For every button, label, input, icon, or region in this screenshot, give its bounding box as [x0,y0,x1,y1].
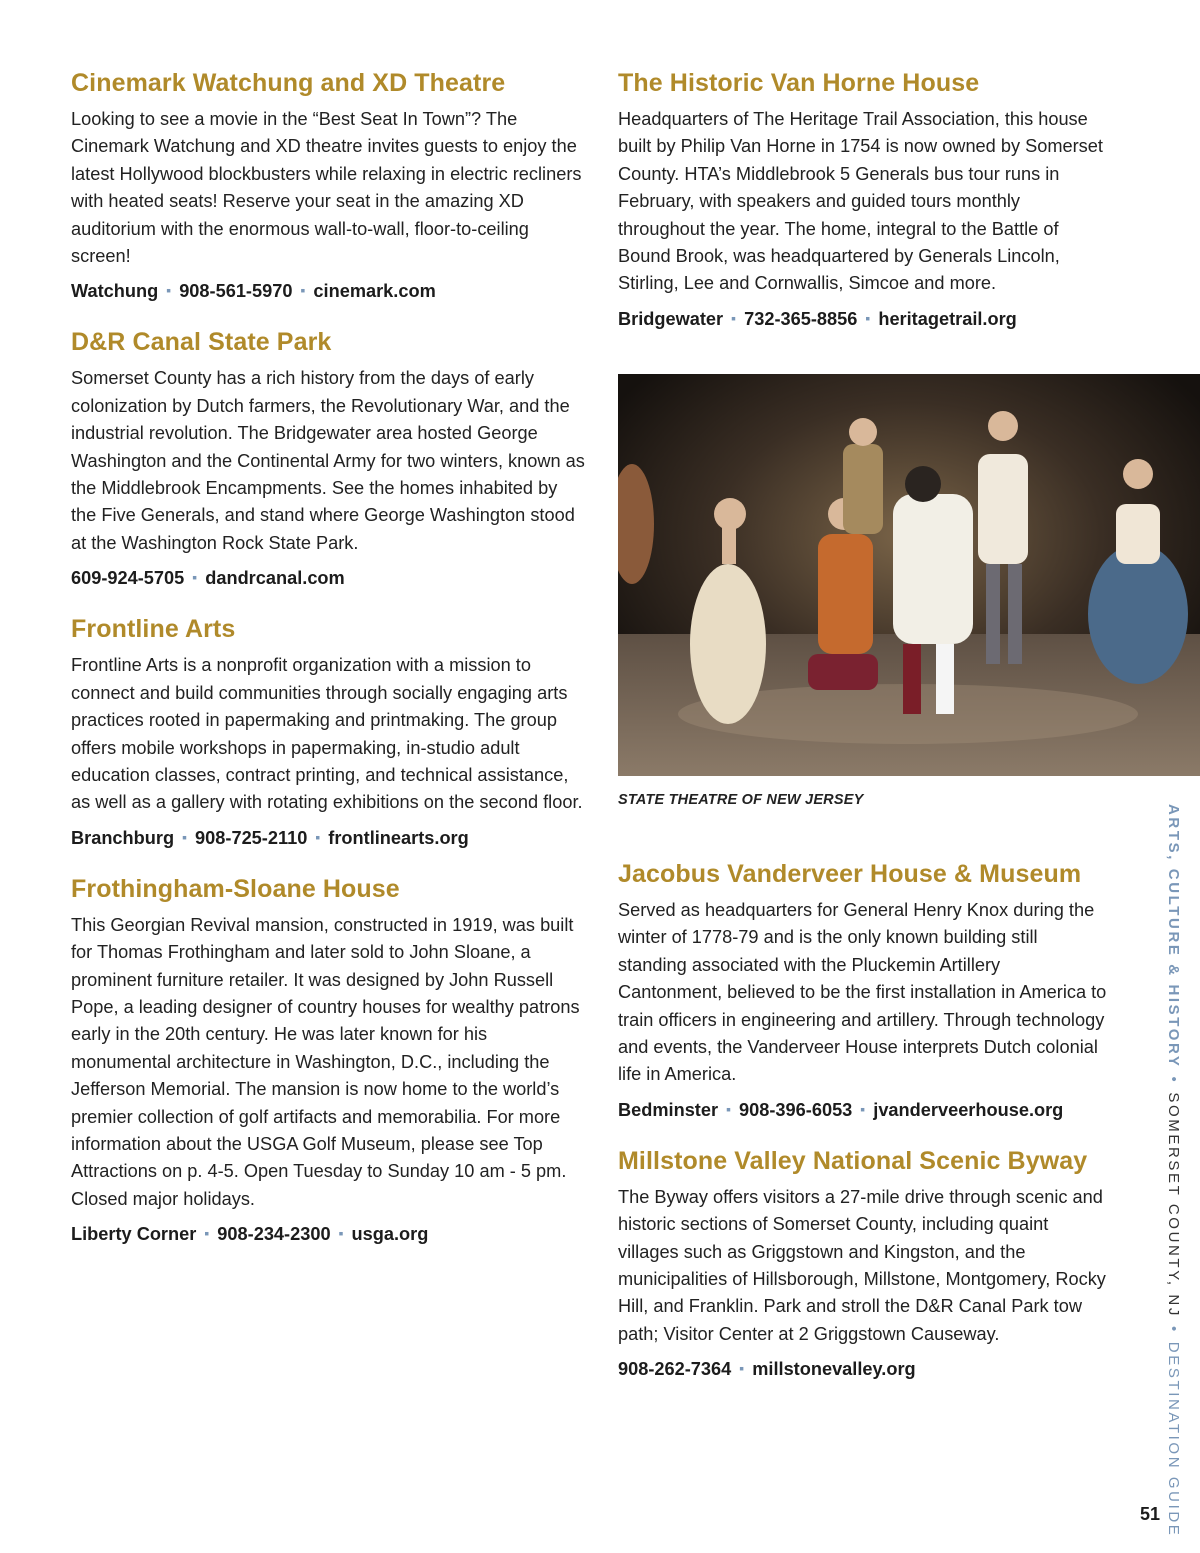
listing-phone[interactable]: 908-262-7364 [618,1359,732,1380]
listing-title: The Historic Van Horne House [618,69,980,97]
listing-phone[interactable]: 908-396-6053 [739,1099,853,1120]
right-column-top [618,66,1108,353]
listing-description: Served as headquarters for General Henry Knox during the winter of 1778-79 and is the only known building still standing associated with the Pluckemin Artillery Cantonment, believed to be the first installation in America to train officers in engineering and artillery. Through technology and events, the Vanderveer House interprets Dutch colonial life in America. [618,900,1107,1085]
listing-website[interactable]: dandrcanal.com [205,568,345,589]
listing-contact [71,824,586,851]
listing-millstone-valley [618,1144,1108,1382]
listing-frothingham-sloane [71,872,586,1247]
sidebar-text [1158,804,1188,1538]
separator-icon: ▪ [865,309,871,326]
listing-website[interactable]: usga.org [351,1224,429,1245]
separator-icon: ▪ [726,1100,732,1117]
listing-title: Frothingham-Sloane House [71,874,400,903]
listing-title: Frontline Arts [71,615,236,644]
listing-description: Looking to see a movie in the “Best Seat In Town”? The Cinemark Watchung and XD theatre invites guests to enjoy the latest Hollywood blockbusters while relaxing in electric recliners with heated seats! Reserve your seat in the amazing XD auditorium with the enormous wall-to-wall, floor-to-ceiling screen! [71,109,582,267]
separator-icon: ▪ [860,1100,866,1117]
listing-contact [71,277,586,304]
sidebar-guide-label: DESTINATION GUIDE [1165,1341,1182,1538]
sidebar-section-label: ARTS, CULTURE & HISTORY [1165,804,1182,1069]
sidebar-separator: • [1165,1325,1182,1334]
listing-location: Branchburg [71,827,175,848]
listing-phone[interactable]: 732-365-8856 [744,308,858,329]
photo-caption: STATE THEATRE OF NEW JERSEY [618,792,864,808]
listing-website[interactable]: cinemark.com [313,281,436,302]
listing-phone[interactable]: 908-234-2300 [217,1224,331,1245]
listing-description: Somerset County has a rich history from the days of early colonization by Dutch farmers, the Revolutionary War, and the industrial revolution. The Bridgewater area hosted George Washington and the Continental Army for two winters, known as the Middlebrook Encampments. See the homes inhabited by the Five Generals, and stand where George Washington stood at the Washington Rock State Park. [71,368,585,553]
listing-contact [71,1220,586,1247]
listing-description: The Byway offers visitors a 27-mile drive through scenic and historic sections of Somerset County, including quaint villages such as Griggstown and Kingston, and the municipalities of Hillsborough, Millstone, Montgomery, Rocky Hill, and Franklin. Park and stroll the D&R Canal Park tow path; Visitor Center at 2 Griggstown Causeway. [618,1186,1106,1344]
listing-website[interactable]: frontlinearts.org [328,827,469,848]
right-column-lower [618,857,1108,1403]
listing-location: Bedminster [618,1099,719,1120]
listing-title: Cinemark Watchung and XD Theatre [71,69,506,97]
separator-icon: ▪ [182,828,188,845]
listing-title: D&R Canal State Park [71,328,332,357]
separator-icon: ▪ [300,282,306,299]
page-number: 51 [1140,1504,1161,1524]
listing-dr-canal [71,325,586,591]
ballet-performance-photo [618,374,1200,776]
listing-contact [71,564,586,591]
listing-description: Headquarters of The Heritage Trail Association, this house built by Philip Van Horne in 1754 is now owned by Somerset County. HTA’s Middlebrook 5 Generals bus tour runs in February, with speakers and guided tours monthly throughout the year. The home, integral to the Battle of Bound Brook, was headquartered by Generals Lincoln, Stirling, Lee and Cornwallis, Simcoe and more. [618,109,1103,294]
listing-website[interactable]: heritagetrail.org [878,308,1017,329]
separator-icon: ▪ [338,1225,344,1242]
listing-cinemark [71,66,586,304]
listing-location: Bridgewater [618,308,724,329]
separator-icon: ▪ [731,309,737,326]
listing-van-horne-house [618,66,1108,332]
listing-vanderveer-house [618,857,1108,1123]
separator-icon: ▪ [204,1225,210,1242]
listing-website[interactable]: jvanderveerhouse.org [873,1099,1064,1120]
listing-description: Frontline Arts is a nonprofit organization with a mission to connect and build communities through socially engaging arts practices rooted in papermaking and printmaking. The group offers mobile workshops in papermaking, in-studio adult education classes, contract printing, and technical assistance, as well as a gallery with rotating exhibitions on the second floor. [71,655,583,813]
ballet-stage-illustration [618,374,1200,776]
listing-frontline-arts [71,612,586,850]
separator-icon: ▪ [739,1360,745,1377]
sidebar-separator: • [1165,1076,1182,1085]
left-column [71,66,586,1268]
separator-icon: ▪ [192,569,198,586]
listing-phone[interactable]: 908-725-2110 [195,827,308,848]
separator-icon: ▪ [315,828,321,845]
listing-contact [618,305,1108,332]
listing-location: Liberty Corner [71,1224,197,1245]
listing-phone[interactable]: 609-924-5705 [71,568,185,589]
listing-title: Millstone Valley National Scenic Byway [618,1146,1088,1175]
listing-title: Jacobus Vanderveer House & Museum [618,860,1082,888]
listing-website[interactable]: millstonevalley.org [752,1359,916,1380]
listing-contact [618,1096,1108,1123]
listing-location: Watchung [71,281,159,302]
sidebar-county-label: SOMERSET COUNTY, NJ [1165,1092,1182,1318]
listing-description: This Georgian Revival mansion, constructed in 1919, was built for Thomas Frothingham and later sold to John Sloane, a prominent furniture retailer. It was designed by John Russell Pope, a leading designer of country houses for wealthy patrons early in the 20th century. He was later known for his monumental architecture in Washington, D.C., including the Jefferson Memorial. The mansion is now home to the world’s premier collection of golf artifacts and memorabilia. For more information about the USGA Golf Museum, please see Top Attractions on p. 4-5. Open Tuesday to Sunday 10 am - 5 pm. Closed major holidays. [71,914,580,1209]
listing-contact [618,1355,1108,1382]
section-sidebar [1158,804,1188,1538]
listing-phone[interactable]: 908-561-5970 [179,281,293,302]
separator-icon: ▪ [166,282,172,299]
